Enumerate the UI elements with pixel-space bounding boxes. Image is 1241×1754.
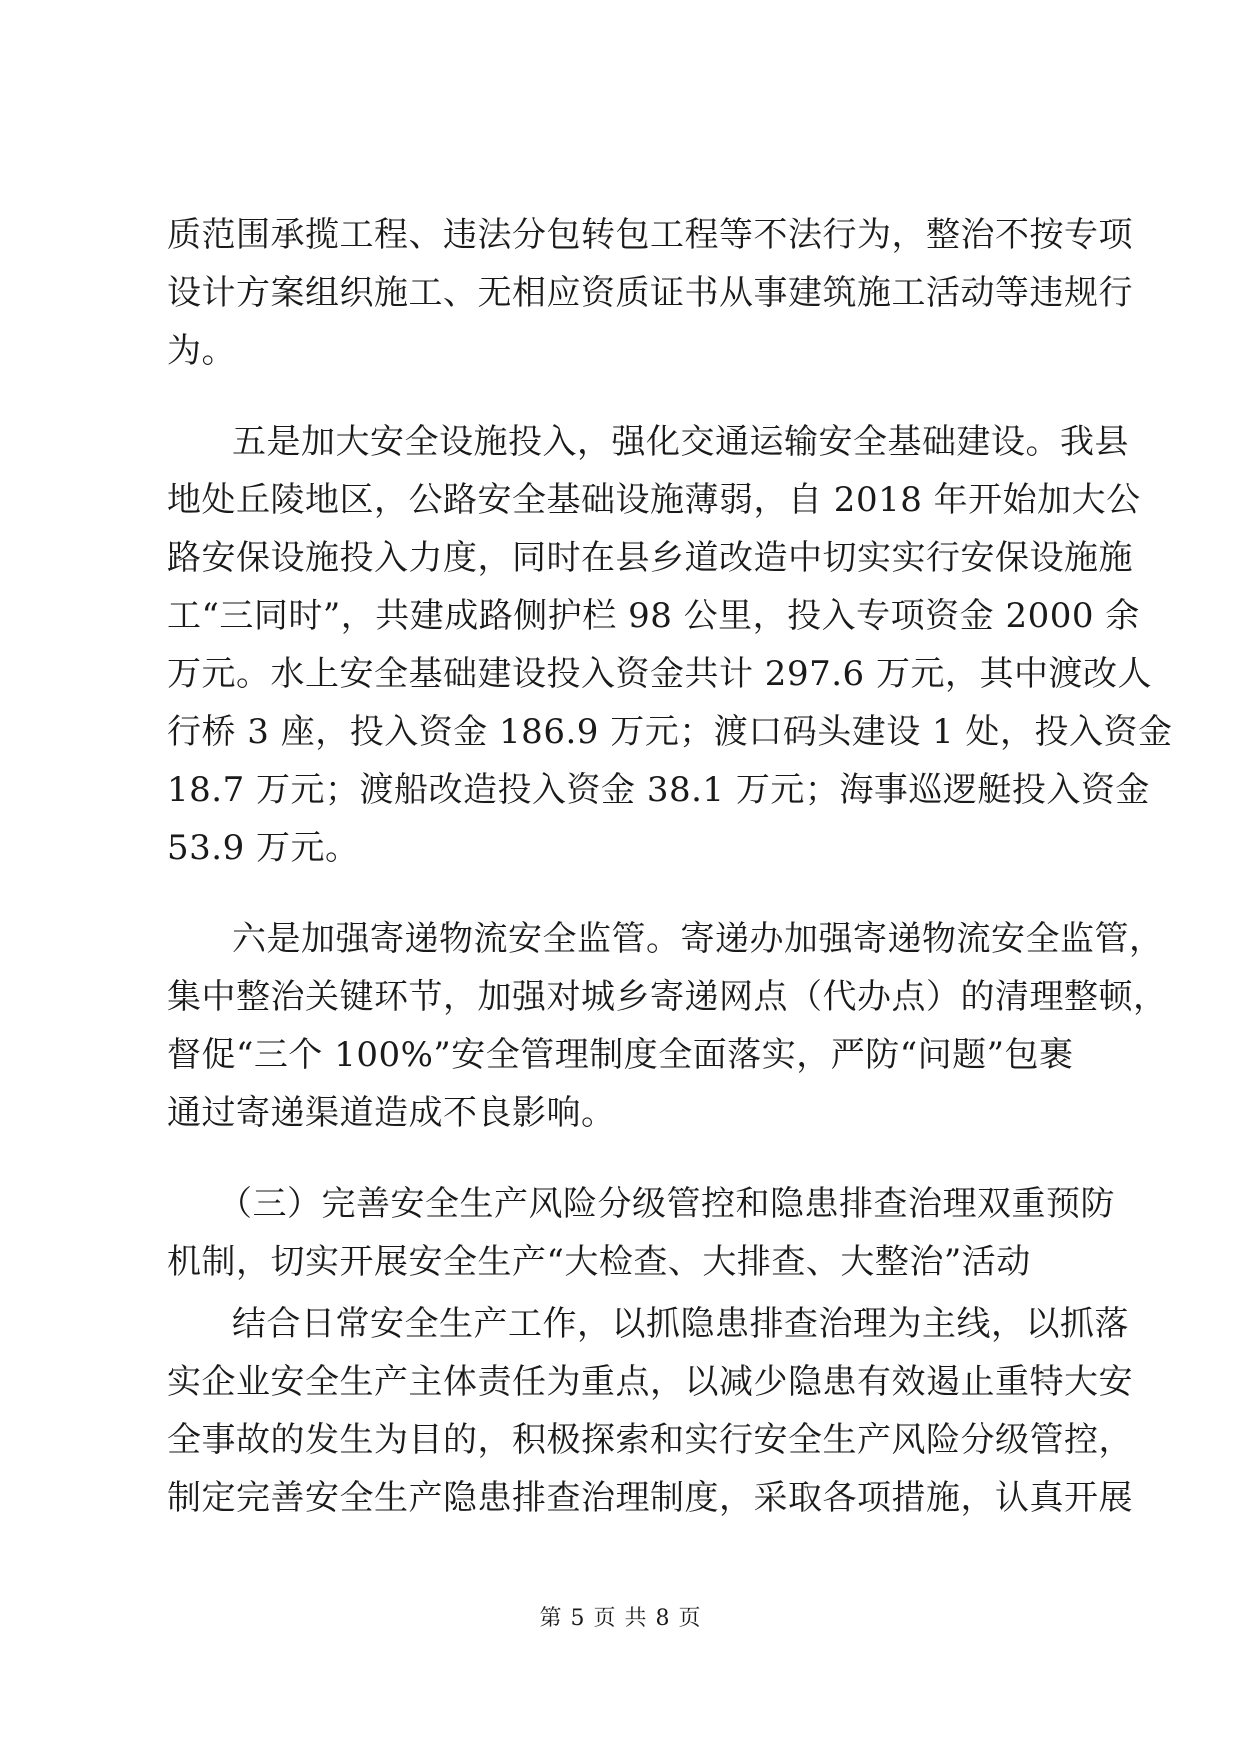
paragraph-start-line: 五是加大安全设施投入，强化交通运输安全基础建设。我县	[232, 422, 1129, 462]
section-heading-line: （三）完善安全生产风险分级管控和隐患排查治理双重预防	[218, 1184, 1115, 1224]
text-line: 18.7 万元；渡船改造投入资金 38.1 万元；海事巡逻艇投入资金	[167, 770, 1150, 810]
text-line: 行桥 3 座，投入资金 186.9 万元；渡口码头建设 1 处，投入资金	[167, 712, 1173, 752]
text-line: 集中整治关键环节，加强对城乡寄递网点（代办点）的清理整顿，	[167, 977, 1168, 1017]
text-line: 全事故的发生为目的，积极探索和实行安全生产风险分级管控，	[167, 1420, 1133, 1460]
page-footer: 第 5 页 共 8 页	[539, 1606, 702, 1631]
section-heading-line: 机制，切实开展安全生产“大检查、大排查、大整治”活动	[167, 1242, 1031, 1282]
text-line: 督促“三个 100%”安全管理制度全面落实，严防“问题”包裹	[167, 1035, 1074, 1075]
text-line: 53.9 万元。	[167, 828, 360, 868]
paragraph-start-line: 结合日常安全生产工作，以抓隐患排查治理为主线，以抓落	[232, 1304, 1129, 1344]
text-line: 实企业安全生产主体责任为重点，以减少隐患有效遏止重特大安	[167, 1362, 1133, 1402]
text-line: 万元。水上安全基础建设投入资金共计 297.6 万元，其中渡改人	[167, 654, 1152, 694]
text-line: 地处丘陵地区，公路安全基础设施薄弱，自 2018 年开始加大公	[167, 480, 1141, 520]
text-line: 工“三同时”，共建成路侧护栏 98 公里，投入专项资金 2000 余	[167, 596, 1140, 636]
text-line: 通过寄递渠道造成不良影响。	[167, 1093, 616, 1133]
text-line: 路安保设施投入力度，同时在县乡道改造中切实实行安保设施施	[167, 538, 1133, 578]
text-line: 设计方案组织施工、无相应资质证书从事建筑施工活动等违规行	[167, 273, 1133, 313]
text-line: 制定完善安全生产隐患排查治理制度，采取各项措施，认真开展	[167, 1478, 1133, 1518]
paragraph-start-line: 六是加强寄递物流安全监管。寄递办加强寄递物流安全监管，	[232, 919, 1164, 959]
text-line: 质范围承揽工程、违法分包转包工程等不法行为，整治不按专项	[167, 215, 1133, 255]
text-line: 为。	[167, 331, 236, 371]
